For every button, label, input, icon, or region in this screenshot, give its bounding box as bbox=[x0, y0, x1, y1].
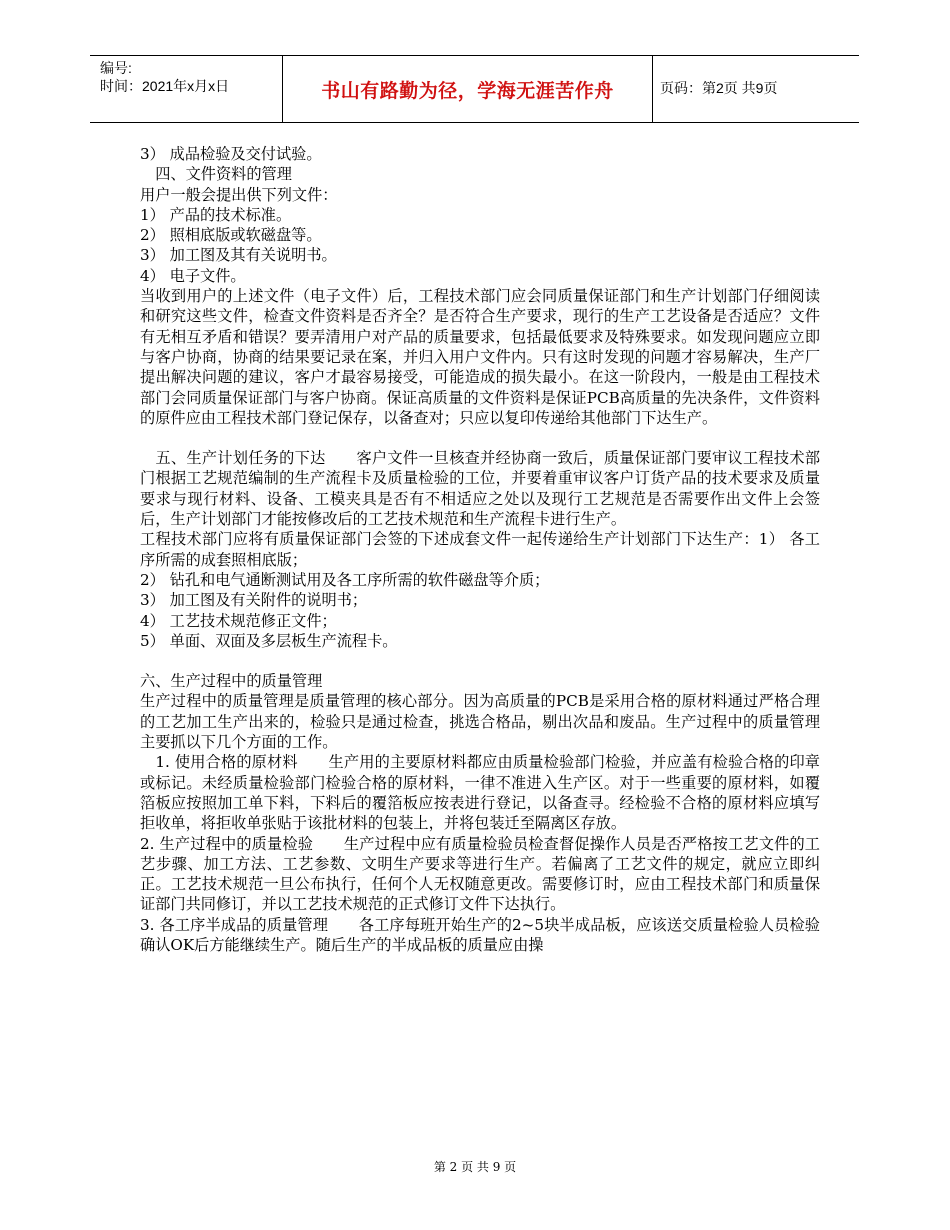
list-item: 4） 工艺技术规范修正文件； bbox=[140, 611, 337, 630]
paragraph: 3. 各工序半成品的质量管理 各工序每班开始生产的2~5块半成品板，应该送交质量检验人员检验确认OK后方能继续生产。随后生产的半成品板的质量应由操 bbox=[140, 915, 820, 954]
paragraph: 工程技术部门应将有质量保证部门会签的下述成套文件一起传递给生产计划部门下达生产：1） 各工序所需的成套照相底版； bbox=[140, 530, 820, 569]
page-header bbox=[90, 55, 859, 123]
section-heading: 四、文件资料的管理 bbox=[140, 165, 292, 184]
document-number-label: 编号: bbox=[100, 60, 132, 76]
list-item: 2） 钻孔和电气通断测试用及各工序所需的软件磁盘等介质； bbox=[140, 570, 550, 589]
paragraph-gap bbox=[140, 428, 820, 448]
paragraph: 当收到用户的上述文件（电子文件）后，工程技术部门应会同质量保证部门和生产计划部门仔细阅读和研究这些文件，检查文件资料是否齐全？是否符合生产要求，现行的生产工艺设备是否适应？文件有无相互矛盾和错误？要弄清用户对产品的质量要求，包括最低要求及特殊要求。如发现问题应立即与客户协商，协商的结果要记录在案，并归入用户文件内。只有这时发现的问题才容易解决，生产厂提出解决问题的建议，客户才最容易接受，可能造成的损失最小。在这一阶段内，一般是由工程技术部门会同质量保证部门与客户协商。保证高质量的文件资料是保证PCB高质量的先决条件，文件资料的原件应由工程技术部门登记保存，以备查对；只应以复印传递给其他部门下达生产。 bbox=[140, 287, 820, 427]
paragraph: 2. 生产过程中的质量检验 生产过程中应有质量检验员检查督促操作人员是否严格按工艺文件的工艺步骤、加工方法、工艺参数、文明生产要求等进行生产。若偏离了工艺文件的规定，就应立即纠正。工艺技术规范一旦公布执行，任何个人无权随意更改。需要修订时，应由工程技术部门和质量保证部门共同修订，并以工艺技术规范的正式修订文件下达执行。 bbox=[140, 834, 820, 914]
header-divider-left bbox=[282, 56, 283, 122]
list-item: 3） 加工图及其有关说明书。 bbox=[140, 246, 337, 265]
list-item: 4） 电子文件。 bbox=[140, 266, 246, 285]
list-item: 1） 产品的技术标准。 bbox=[140, 205, 292, 224]
paragraph: 五、生产计划任务的下达 客户文件一旦核查并经协商一致后，质量保证部门要审议工程技术部门根据工艺规范编制的生产流程卡及质量检验的工位，并要着重审议客户订货产品的技术要求及质量要求与现行材料、设备、工模夹具是否有不相适应之处以及现行工艺规范是否需要作出文件上会签后，生产计划部门才能按修改后的工艺技术规范和生产流程卡进行生产。 bbox=[140, 449, 820, 529]
paragraph: 3） 成品检验及交付试验。 bbox=[140, 145, 322, 163]
header-meta bbox=[100, 59, 229, 95]
paragraph: 生产过程中的质量管理是质量管理的核心部分。因为高质量的PCB是采用合格的原材料通过严格合理的工艺加工生产出来的，检验只是通过检查，挑选合格品，剔出次品和废品。生产过程中的质量管理主要抓以下几个方面的工作。 bbox=[140, 692, 820, 752]
header-motto: 书山有路勤为径，学海无涯苦作舟 bbox=[321, 80, 614, 102]
list-item: 3） 加工图及有关附件的说明书； bbox=[140, 591, 368, 610]
header-divider-right bbox=[652, 56, 653, 122]
paragraph-gap bbox=[140, 651, 820, 671]
list-item: 5） 单面、双面及多层板生产流程卡。 bbox=[140, 631, 398, 650]
list-item: 2） 照相底版或软磁盘等。 bbox=[140, 226, 322, 245]
header-page-number: 页码：第2页 共9页 bbox=[660, 80, 778, 96]
paragraph: 1. 使用合格的原材料 生产用的主要原材料都应由质量检验部门检验，并应盖有检验合格的印章或标记。未经质量检验部门检验合格的原材料，一律不准进入生产区。对于一些重要的原材料，如覆箔板应按照加工单下料，下料后的覆箔板应按表进行登记，以备查寻。经检验不合格的原材料应填写拒收单，将拒收单张贴于该批材料的包装上，并将包装迁至隔离区存放。 bbox=[140, 753, 820, 833]
paragraph: 用户一般会提出供下列文件： bbox=[140, 185, 338, 204]
document-body bbox=[140, 144, 820, 955]
document-date-label: 时间：2021年x月x日 bbox=[100, 78, 230, 94]
section-heading: 六、生产过程中的质量管理 bbox=[140, 672, 323, 691]
page-footer: 第 2 页 共 9 页 bbox=[433, 1160, 517, 1174]
